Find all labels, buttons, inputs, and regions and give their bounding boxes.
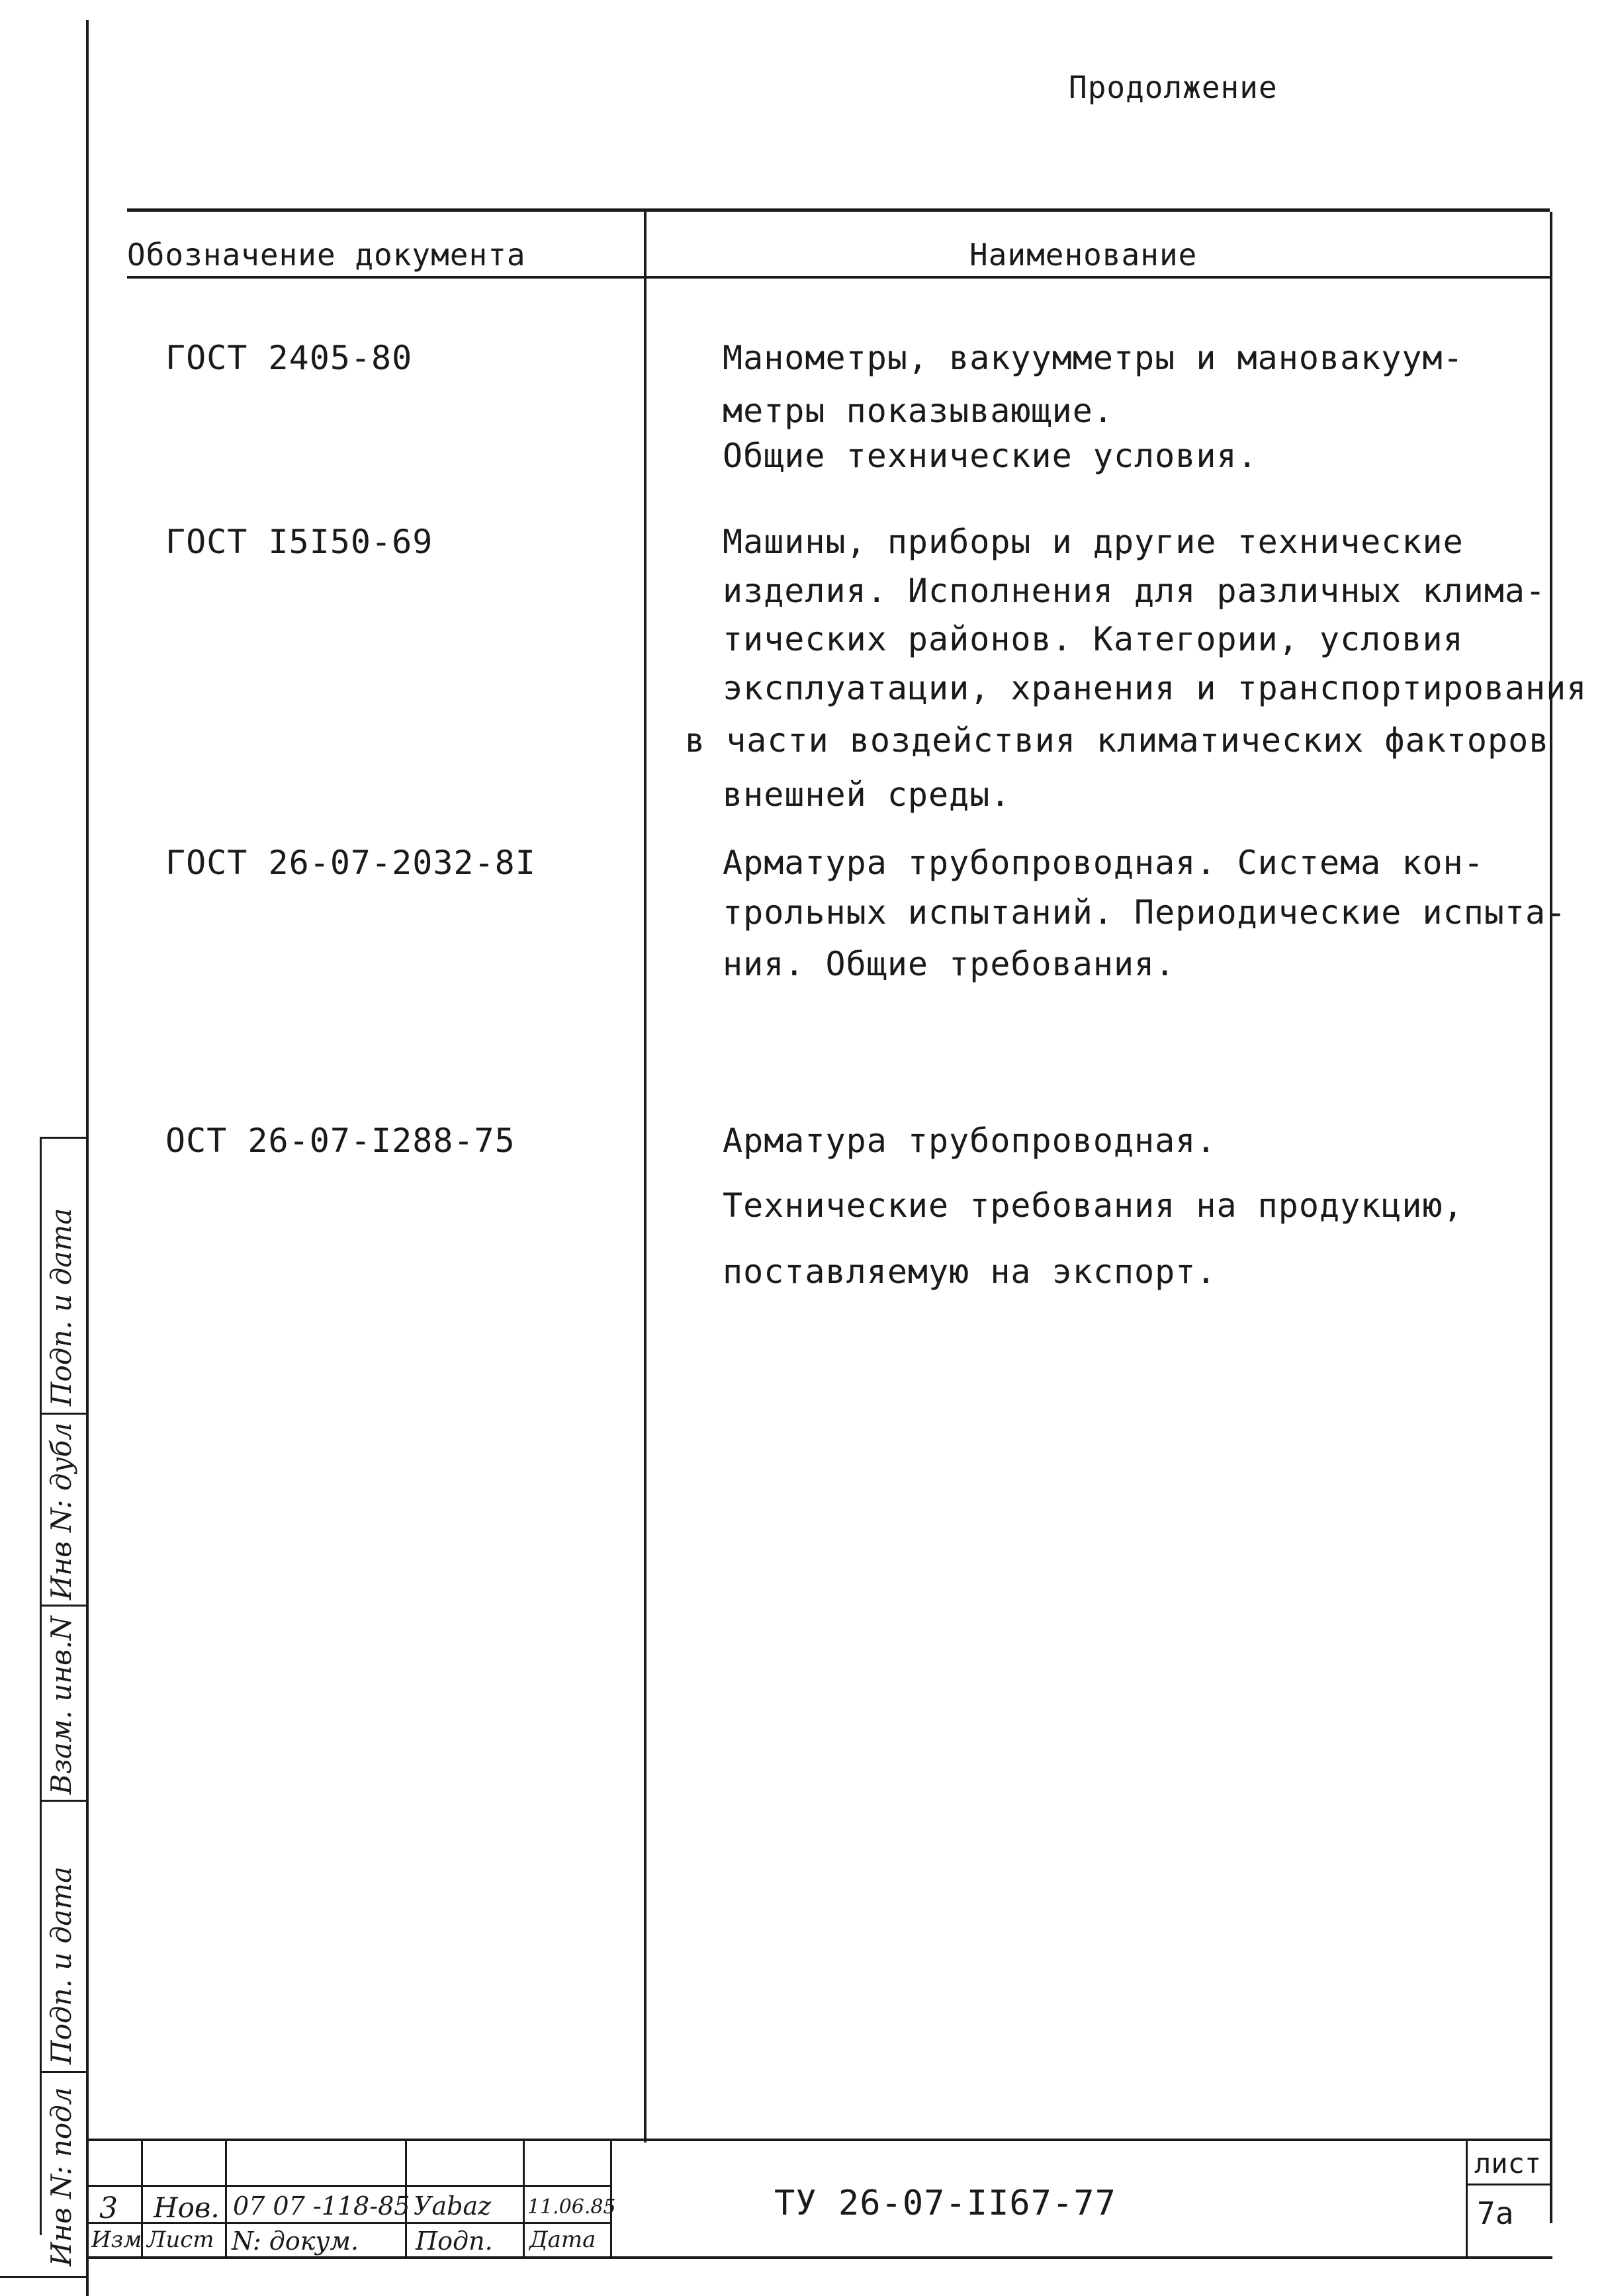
sheet-number: 7а	[1477, 2195, 1514, 2231]
label-signature: Подп.	[416, 2227, 493, 2256]
title-block-bottom-rule	[87, 2256, 1552, 2259]
side-stamp-cell: Инв N: подл	[45, 2087, 77, 2266]
row-4-name-line: Арматура трубопроводная.	[723, 1122, 1217, 1160]
row-2-name-line: внешней среды.	[723, 775, 1011, 814]
side-stamp-divider	[0, 2276, 87, 2278]
side-stamp-divider	[40, 1413, 87, 1415]
side-stamp-outer-left	[40, 1137, 42, 2235]
revision-change-number: 3	[99, 2191, 118, 2225]
label-change: Изм	[91, 2227, 142, 2253]
row-3-name-line: ния. Общие требования.	[723, 945, 1176, 983]
row-4-designation: ОСТ 26-07-I288-75	[165, 1122, 515, 1160]
side-stamp-cell: Подп. и дата	[45, 1866, 77, 2064]
revision-signature: Уabaz	[414, 2191, 492, 2221]
column-header-designation: Обозначение документа	[127, 237, 526, 273]
side-stamp-divider	[40, 2071, 87, 2073]
title-block-top-rule	[87, 2139, 1552, 2141]
side-stamp-divider	[40, 1137, 87, 1139]
revision-document-number: 07 07 -118-85	[233, 2191, 410, 2221]
row-4-name-line: поставляемую на экспорт.	[723, 1253, 1217, 1291]
revision-date: 11.06.85	[527, 2195, 616, 2219]
row-1-name-line: Общие технические условия.	[723, 437, 1258, 475]
column-divider	[644, 210, 647, 2142]
row-2-name-line: тических районов. Категории, условия	[723, 620, 1464, 658]
row-2-name-line: в части воздействия климатических факторов	[685, 721, 1550, 760]
row-1-name-line: Манометры, вакуумметры и мановакуум-	[723, 339, 1464, 377]
document-code: ТУ 26-07-II67-77	[774, 2184, 1116, 2223]
row-2-designation: ГОСТ I5I50-69	[165, 523, 433, 561]
frame-left-border	[86, 20, 89, 2296]
title-block-col-divider	[523, 2139, 525, 2258]
sheet-label: лист	[1474, 2147, 1542, 2180]
revision-sheet: Нов.	[154, 2191, 220, 2224]
side-stamp-divider	[40, 1605, 87, 1607]
row-2-name-line: Машины, приборы и другие технические	[723, 523, 1464, 561]
row-2-name-line: изделия. Исполнения для различных клима-	[723, 572, 1546, 610]
side-stamp-cell: Инв N: дубл	[45, 1422, 77, 1600]
column-header-name: Наименование	[969, 237, 1198, 273]
label-document-number: N: докум.	[232, 2227, 359, 2256]
row-3-designation: ГОСТ 26-07-2032-8I	[165, 844, 536, 882]
side-stamp-cell: Подп. и дата	[45, 1208, 77, 1406]
row-4-name-line: Технические требования на продукцию,	[723, 1186, 1464, 1225]
row-1-designation: ГОСТ 2405-80	[165, 339, 413, 377]
title-block-sheet-divider	[1466, 2184, 1552, 2186]
continuation-label: Продолжение	[1069, 69, 1278, 105]
label-date: Дата	[529, 2227, 596, 2253]
side-stamp-divider	[40, 1800, 87, 1802]
row-3-name-line: Арматура трубопроводная. Система кон-	[723, 844, 1484, 882]
row-1-name-line: метры показывающие.	[723, 392, 1114, 430]
table-top-rule	[127, 208, 1550, 212]
row-2-name-line: эксплуатации, хранения и транспортирования	[723, 669, 1587, 707]
title-block-col-divider	[225, 2139, 227, 2258]
title-block-col-divider	[1466, 2139, 1468, 2258]
header-bottom-rule	[127, 276, 1550, 279]
label-sheet: Лист	[147, 2227, 214, 2253]
row-3-name-line: трольных испытаний. Периодические испыта-	[723, 893, 1567, 932]
frame-right-border	[1550, 212, 1552, 2223]
title-block-mid-rule	[87, 2185, 610, 2187]
side-stamp-cell: Взам. инв.N	[45, 1616, 77, 1794]
